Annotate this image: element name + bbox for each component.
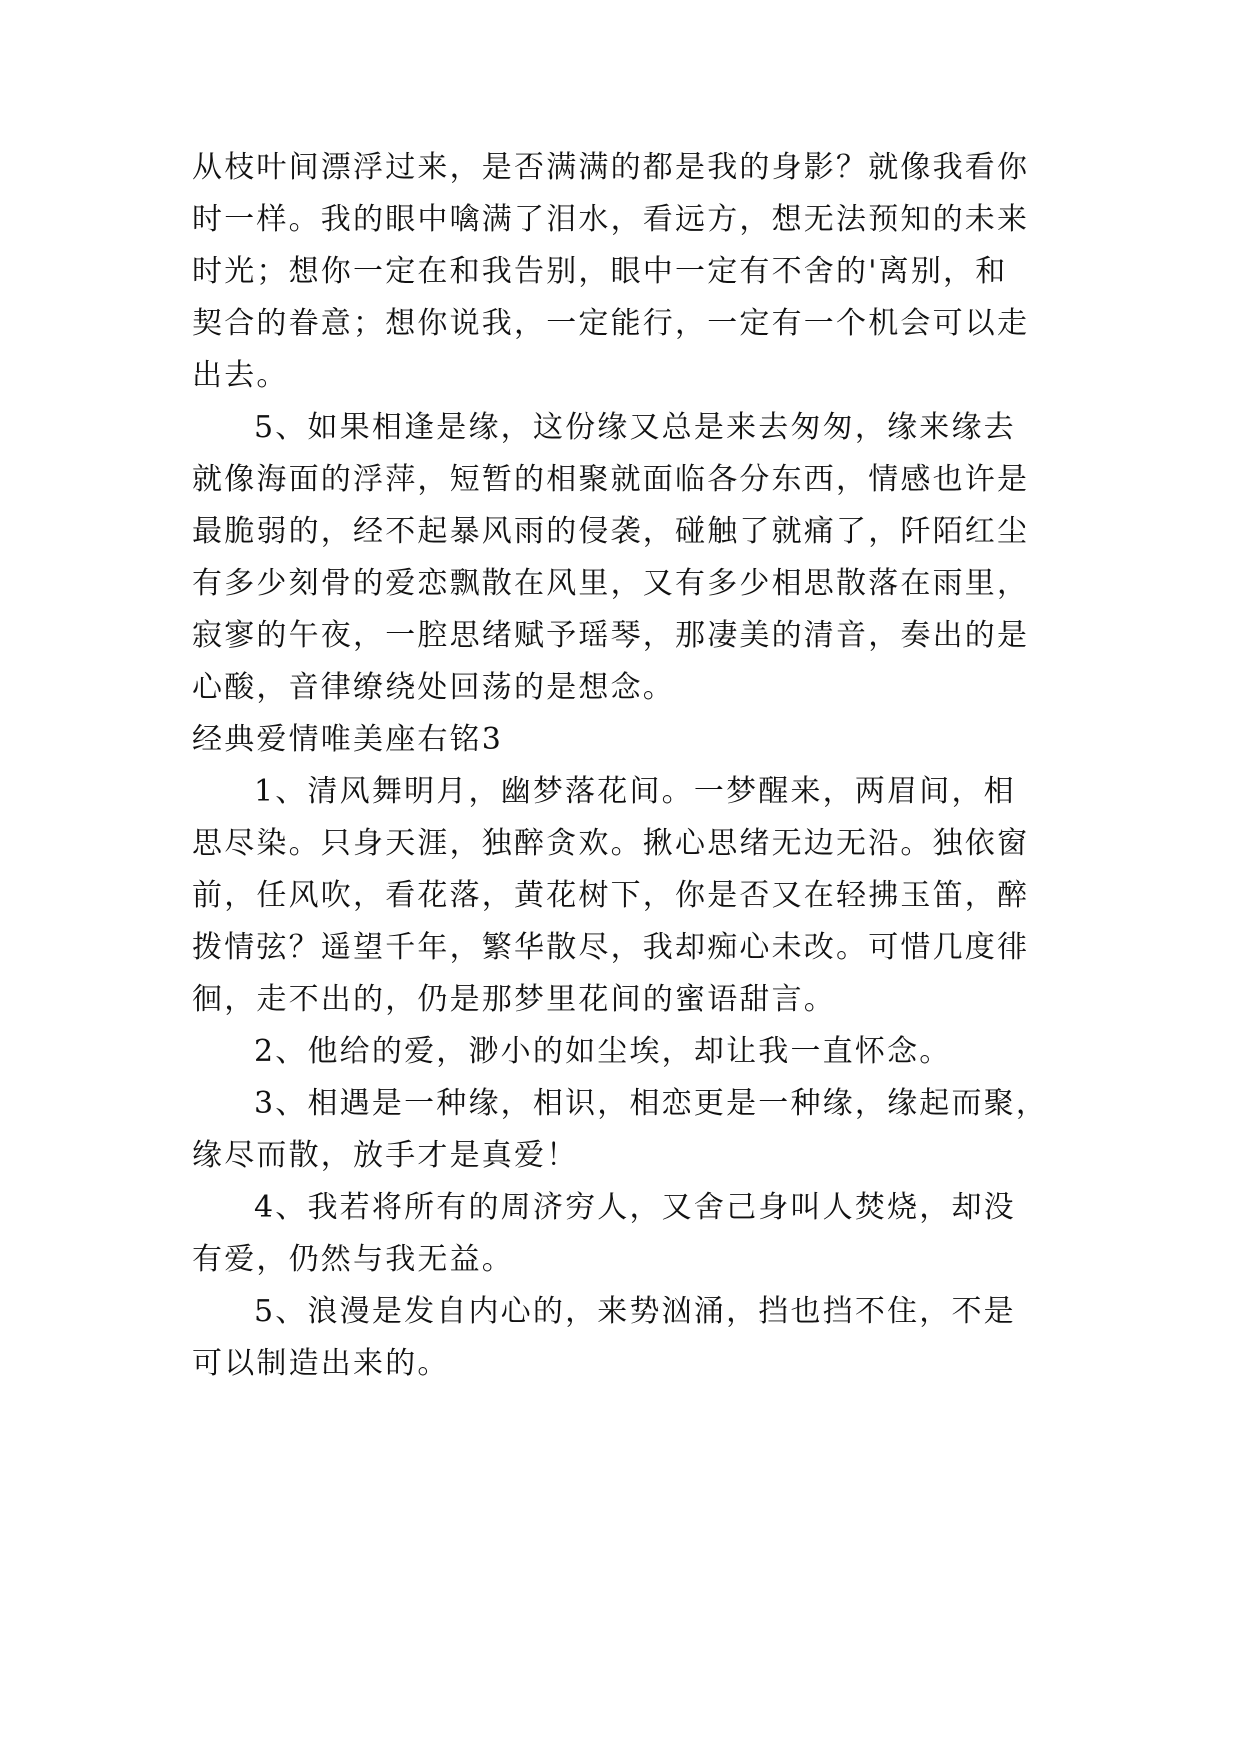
text-line: 最脆弱的，经不起暴风雨的侵袭，碰触了就痛了，阡陌红尘 [192, 514, 1030, 549]
text-line: 前，任风吹，看花落，黄花树下，你是否又在轻拂玉笛，醉 [192, 878, 1030, 913]
text-line: 时一样。我的眼中噙满了泪水，看远方，想无法预知的未来 [192, 202, 1030, 237]
text-line: 就像海面的浮萍，短暂的相聚就面临各分东西，情感也许是 [192, 462, 1030, 497]
text-line: 5、浪漫是发自内心的，来势汹涌，挡也挡不住，不是 [254, 1294, 1016, 1329]
text-line: 缘尽而散，放手才是真爱！ [192, 1138, 579, 1173]
text-line: 4、我若将所有的周济穷人，又舍己身叫人焚烧，却没 [254, 1190, 1016, 1225]
text-line: 有多少刻骨的爱恋飘散在风里，又有多少相思散落在雨里， [192, 566, 1030, 601]
section-heading: 经典爱情唯美座右铭3 [192, 722, 504, 757]
text-line: 5、如果相逢是缘，这份缘又总是来去匆匆，缘来缘去 [254, 410, 1016, 445]
text-line: 契合的眷意；想你说我，一定能行，一定有一个机会可以走 [192, 306, 1030, 341]
text-line: 出去。 [192, 358, 289, 393]
text-line: 徊，走不出的，仍是那梦里花间的蜜语甜言。 [192, 982, 836, 1017]
text-line: 2、他给的爱，渺小的如尘埃，却让我一直怀念。 [254, 1034, 952, 1069]
text-line: 从枝叶间漂浮过来，是否满满的都是我的身影？就像我看你 [192, 150, 1030, 185]
text-line: 拨情弦？遥望千年，繁华散尽，我却痴心未改。可惜几度徘 [192, 930, 1030, 965]
text-line: 时光；想你一定在和我告别，眼中一定有不舍的'离别，和 [192, 254, 1008, 289]
text-line: 心酸，音律缭绕处回荡的是想念。 [192, 670, 675, 705]
text-line: 3、相遇是一种缘，相识，相恋更是一种缘，缘起而聚， [254, 1086, 1049, 1121]
text-line: 1、清风舞明月，幽梦落花间。一梦醒来，两眉间，相 [254, 774, 1016, 809]
text-line: 寂寥的午夜，一腔思绪赋予瑶琴，那凄美的清音，奏出的是 [192, 618, 1030, 653]
text-line: 可以制造出来的。 [192, 1346, 450, 1381]
text-line: 有爱，仍然与我无益。 [192, 1242, 514, 1277]
text-line: 思尽染。只身天涯，独醉贪欢。揪心思绪无边无沿。独依窗 [192, 826, 1030, 861]
